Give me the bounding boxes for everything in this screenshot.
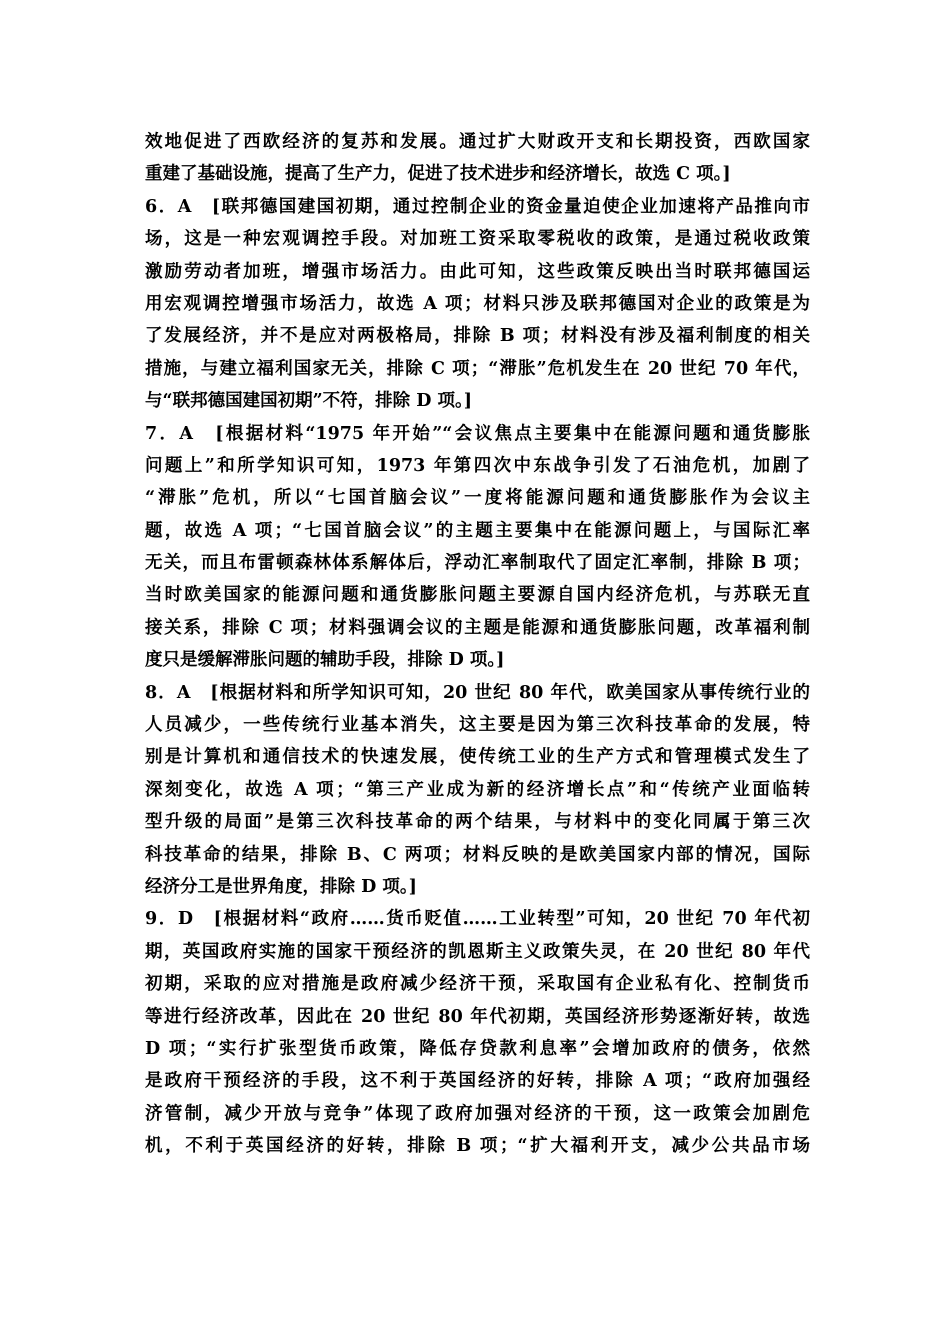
text-line: 激励劳动者加班，增强市场活力。由此可知，这些政策反映出当时联邦德国运 [145,261,810,282]
text-line: 人员减少，一些传统行业基本消失，这主要是因为第三次科技革命的发展，特 [145,715,810,736]
text-body [145,126,810,1163]
text-line: 题，故选 A 项；“七国首脑会议”的主题主要集中在能源问题上，与国际汇率 [145,520,810,541]
text-line: 9．D [根据材料“政府……货币贬值……工业转型”可知，20 世纪 70 年代初 [145,909,810,930]
text-line: 与“联邦德国建国初期”不符，排除 D 项。] [145,391,473,412]
text-line: 度只是缓解滞胀问题的辅助手段，排除 D 项。] [145,650,505,671]
text-line: D 项；“实行扩张型货币政策，降低存贷款利息率”会增加政府的债务，依然 [145,1038,810,1059]
text-line: 接关系，排除 C 项；材料强调会议的主题是能源和通货膨胀问题，改革福利制 [145,617,810,638]
text-line: 措施，与建立福利国家无关，排除 C 项；“滞胀”危机发生在 20 世纪 70 年代， [145,358,810,379]
text-line: 8．A [根据材料和所学知识可知，20 世纪 80 年代，欧美国家从事传统行业的 [145,682,810,703]
text-line: 机，不利于英国经济的好转，排除 B 项；“扩大福利开支，减少公共品市场 [145,1136,810,1157]
text-line: 深刻变化，故选 A 项；“第三产业成为新的经济增长点”和“传统产业面临转 [145,779,810,800]
text-line: 场，这是一种宏观调控手段。对加班工资采取零税收的政策，是通过税收政策 [145,229,810,250]
text-line: 了发展经济，并不是应对两极格局，排除 B 项；材料没有涉及福利制度的相关 [145,326,810,347]
text-line: 等进行经济改革，因此在 20 世纪 80 年代初期，英国经济形势逐渐好转，故选 [145,1006,810,1027]
text-line: 当时欧美国家的能源问题和通货膨胀问题主要源自国内经济危机，与苏联无直 [145,585,810,606]
text-line: 效地促进了西欧经济的复苏和发展。通过扩大财政开支和长期投资，西欧国家 [145,132,810,152]
text-line: 济管制，减少开放与竞争”体现了政府加强对经济的干预，这一政策会加剧危 [145,1103,810,1124]
text-line: “滞胀”危机，所以“七国首脑会议”一度将能源问题和通货膨胀作为会议主 [145,488,810,509]
text-line: 无关，而且布雷顿森林体系解体后，浮动汇率制取代了固定汇率制，排除 B 项； [145,553,810,574]
answer-explanation-page [145,126,810,1163]
text-line: 别是计算机和通信技术的快速发展，使传统工业的生产方式和管理模式发生了 [145,747,810,768]
text-line: 科技革命的结果，排除 B、C 两项；材料反映的是欧美国家内部的情况，国际 [145,844,810,865]
text-line: 初期，采取的应对措施是政府减少经济干预，采取国有企业私有化、控制货币 [145,974,810,995]
text-line: 重建了基础设施，提高了生产力，促进了技术进步和经济增长，故选 C 项。] [145,164,731,185]
text-line: 问题上”和所学知识可知，1973 年第四次中东战争引发了石油危机，加剧了 [145,455,810,476]
text-line: 6．A [联邦德国建国初期，通过控制企业的资金量迫使企业加速将产品推向市 [145,196,810,217]
text-line: 型升级的局面”是第三次科技革命的两个结果，与材料中的变化同属于第三次 [145,812,810,833]
text-line: 期，英国政府实施的国家干预经济的凯恩斯主义政策失灵，在 20 世纪 80 年代 [145,941,810,962]
text-line: 7．A [根据材料“1975 年开始”“会议焦点主要集中在能源问题和通货膨胀 [145,423,810,444]
text-line: 用宏观调控增强市场活力，故选 A 项；材料只涉及联邦德国对企业的政策是为 [145,293,810,314]
text-line: 经济分工是世界角度，排除 D 项。] [145,876,417,897]
text-line: 是政府干预经济的手段，这不利于英国经济的好转，排除 A 项；“政府加强经 [145,1071,810,1092]
